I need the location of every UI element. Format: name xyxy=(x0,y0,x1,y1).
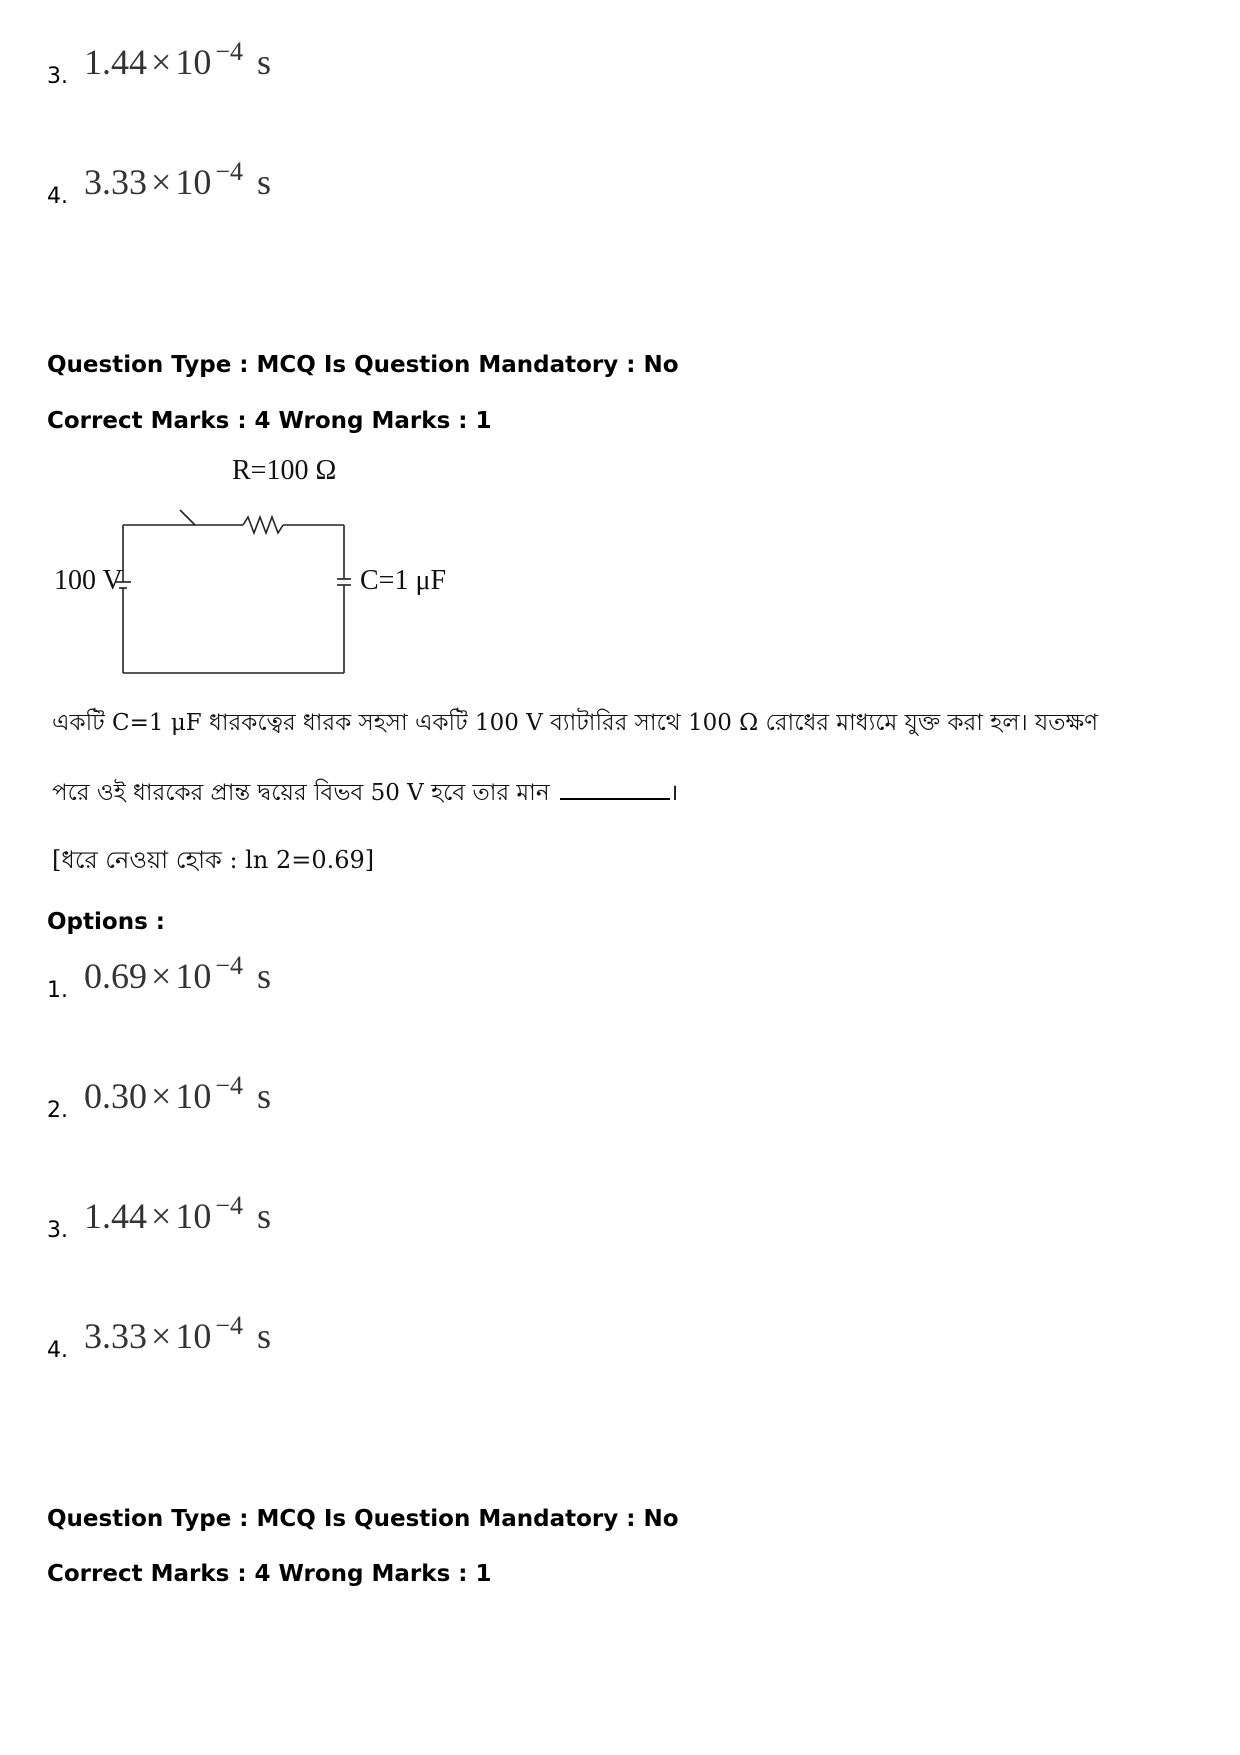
battery-label: 100 V xyxy=(54,565,123,596)
option-number: 4. xyxy=(47,1338,68,1363)
option-value: 3.33 × 10 $^{-4}$ s xyxy=(84,156,271,202)
next-question-marks-line: Correct Marks : 4 Wrong Marks : 1 xyxy=(47,1561,492,1587)
option-number: 3. xyxy=(47,64,68,89)
next-question-type-line: Question Type : MCQ Is Question Mandatory : No xyxy=(47,1506,679,1532)
option-value: 0.30 × 10 $^{-4}$ s xyxy=(84,1070,271,1116)
option-value: 0.69 × 10 $^{-4}$ s xyxy=(84,950,271,996)
option-number: 4. xyxy=(47,184,68,209)
question-type-line: Question Type : MCQ Is Question Mandatory : No xyxy=(47,352,679,378)
option-number: 2. xyxy=(47,1098,68,1123)
resistor-label: R=100 Ω xyxy=(232,455,337,486)
switch-lever xyxy=(180,510,195,525)
option-value: 1.44 × 10 $^{-4}$ s xyxy=(84,36,271,82)
circuit-diagram xyxy=(40,455,460,685)
options-label: Options : xyxy=(47,909,165,935)
option-number: 1. xyxy=(47,978,68,1003)
question-marks-line: Correct Marks : 4 Wrong Marks : 1 xyxy=(47,408,492,434)
option-value: 3.33 × 10 $^{-4}$ s xyxy=(84,1310,271,1356)
question-text-line-2: পরে ওই ধারকের প্রান্ত দ্বয়ের বিভব 50 V হবে তার মান । xyxy=(52,780,679,806)
question-text-line-1: একটি C=1 μF ধারকত্বের ধারক সহসা একটি 100 V ব্যাটারির সাথে 100 Ω রোধের মাধ্যমে যুক্ত করা হল। যতক্ষণ xyxy=(52,710,1099,736)
resistor-symbol xyxy=(243,517,283,533)
option-value: 1.44 × 10 $^{-4}$ s xyxy=(84,1190,271,1236)
answer-blank xyxy=(560,778,670,800)
question-hint: [ধরে নেওয়া হোক : ln 2=0.69] xyxy=(52,846,375,874)
capacitor-label: C=1 μF xyxy=(360,565,447,596)
option-number: 3. xyxy=(47,1218,68,1243)
